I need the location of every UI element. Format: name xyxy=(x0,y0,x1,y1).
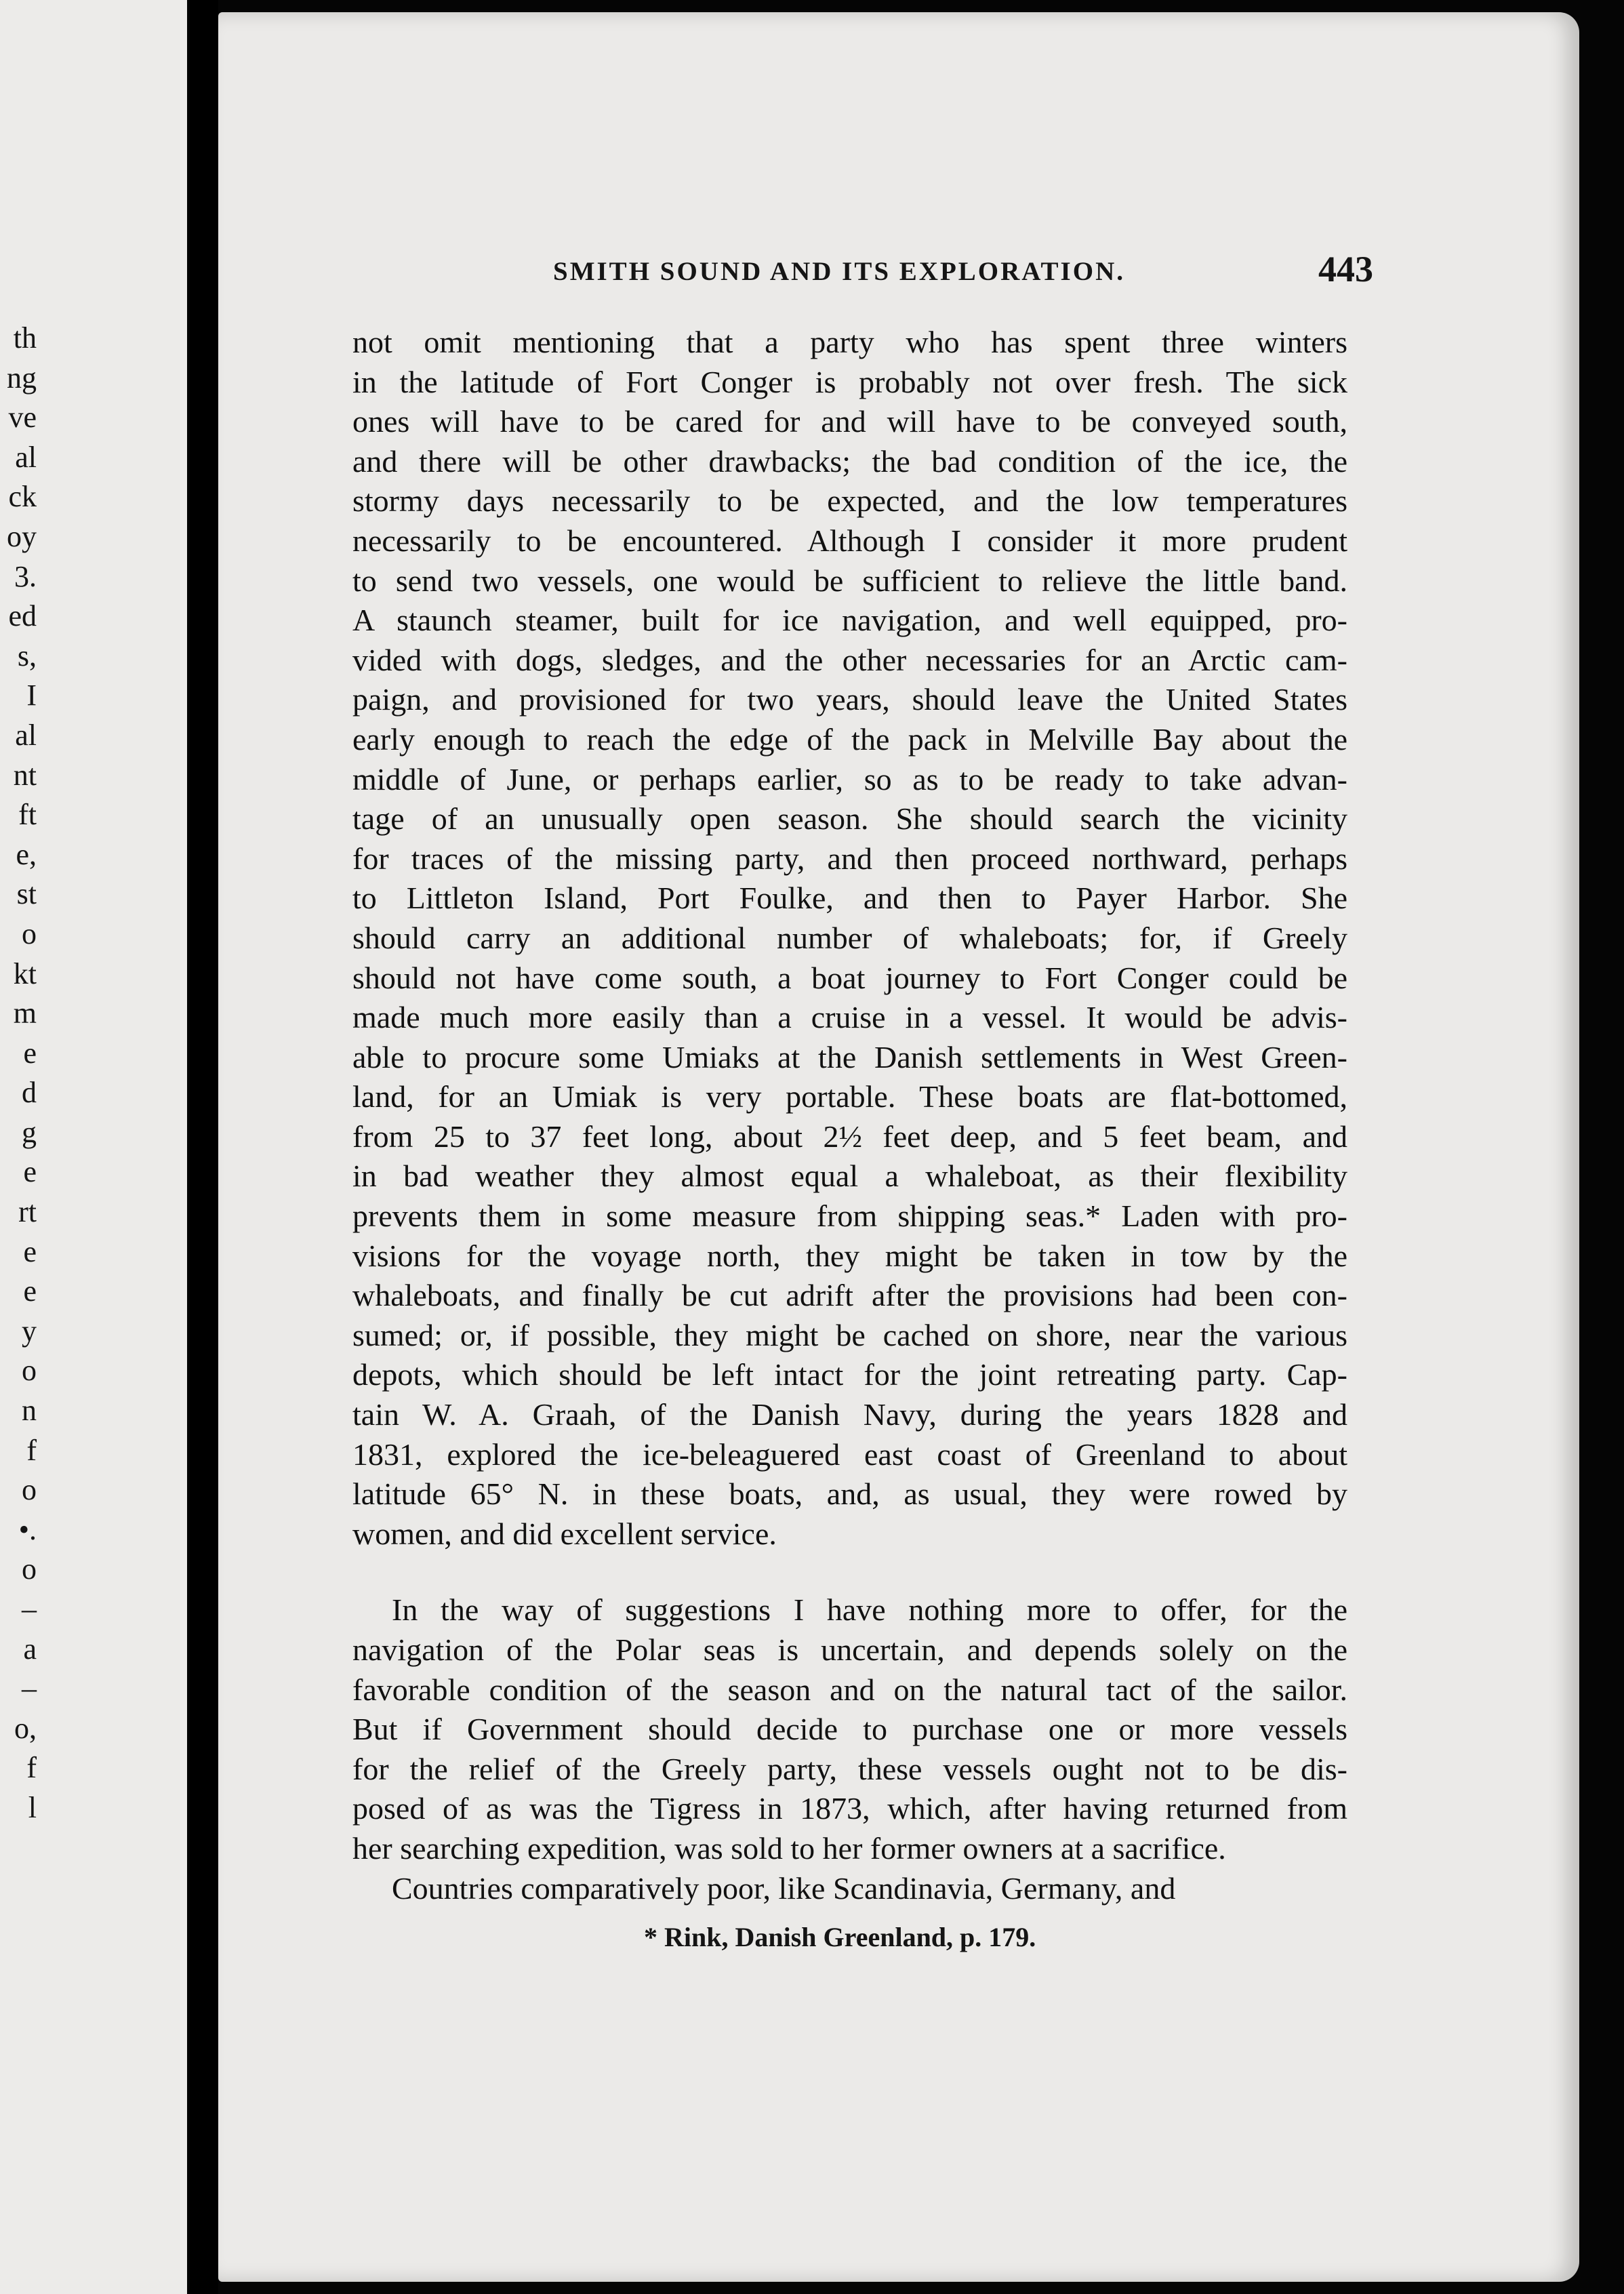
text-line: In the way of suggestions I have nothing more to offer, for the xyxy=(392,1592,1347,1628)
text-line: whaleboats, and finally be cut adrift after the provisions had been con- xyxy=(352,1278,1347,1313)
body-text xyxy=(352,323,1347,1908)
text-line: A staunch steamer, built for ice navigation, and well equipped, pro- xyxy=(352,603,1347,638)
text-line: made much more easily than a cruise in a vessel. It would be advis- xyxy=(352,1000,1347,1035)
text-line: able to procure some Umiaks at the Danish settlements in West Green- xyxy=(352,1039,1347,1074)
paragraph xyxy=(352,1590,1347,1868)
left-fragment-line: •. xyxy=(18,1512,37,1546)
text-line: in bad weather they almost equal a whaleboat, as their flexibility xyxy=(352,1159,1347,1194)
text-line: tain W. A. Graah, of the Danish Navy, during the years 1828 and xyxy=(352,1397,1347,1432)
text-line: to Littleton Island, Port Foulke, and then to Payer Harbor. She xyxy=(352,881,1347,916)
book-gutter xyxy=(187,0,218,2294)
left-fragment-line: e xyxy=(23,1155,37,1189)
left-fragment-line: ck xyxy=(8,480,37,514)
text-line: for the relief of the Greely party, these vessels ought not to be dis- xyxy=(352,1751,1347,1786)
text-line: in the latitude of Fort Conger is probably not over fresh. The sick xyxy=(352,364,1347,399)
text-line: ones will have to be cared for and will have to be conveyed south, xyxy=(352,404,1347,439)
running-head: SMITH SOUND AND ITS EXPLORATION. xyxy=(553,257,1125,286)
left-fragment-line: f xyxy=(26,1751,37,1785)
text-line: sumed; or, if possible, they might be cached on shore, near the various xyxy=(352,1317,1347,1352)
page-header xyxy=(323,245,1394,293)
text-line: tage of an unusually open season. She should search the vicinity xyxy=(352,801,1347,837)
page-number: 443 xyxy=(1318,249,1373,289)
text-line: for traces of the missing party, and then proceed northward, perhaps xyxy=(352,841,1347,876)
left-fragment-line: n xyxy=(22,1394,37,1428)
text-line: depots, which should be left intact for the joint retreating party. Cap- xyxy=(352,1357,1347,1392)
left-fragment-line: o xyxy=(22,1552,37,1586)
left-fragment-line: y xyxy=(22,1314,37,1348)
text-line: posed of as was the Tigress in 1873, which, after having returned from xyxy=(352,1791,1347,1826)
left-fragment-line: al xyxy=(15,440,37,474)
left-fragment-line: I xyxy=(26,679,37,712)
left-fragment-line: o xyxy=(22,1354,37,1388)
text-line: to send two vessels, one would be sufficient to relieve the little band. xyxy=(352,563,1347,598)
text-line: should not have come south, a boat journey to Fort Conger could be xyxy=(352,960,1347,995)
left-fragment-line: g xyxy=(22,1115,37,1149)
left-fragment-line: th xyxy=(13,321,37,355)
text-line: middle of June, or perhaps earlier, so as to be ready to take advan- xyxy=(352,761,1347,797)
left-fragment-line: – xyxy=(22,1592,37,1626)
left-fragment-line: o, xyxy=(14,1711,37,1745)
left-fragment-line: oy xyxy=(7,519,37,553)
text-line: her searching expedition, was sold to her former owners at a sacrifice. xyxy=(352,1830,1226,1866)
left-fragment-line: st xyxy=(16,877,37,911)
left-fragment-line: e xyxy=(23,1274,37,1308)
left-fragment-line: e xyxy=(23,1036,37,1070)
left-fragment-line: o xyxy=(22,1473,37,1507)
left-fragment-line: nt xyxy=(13,758,37,792)
left-fragment-line: ve xyxy=(8,401,37,435)
left-fragment-line: a xyxy=(23,1632,37,1666)
text-line: should carry an additional number of whaleboats; for, if Greely xyxy=(352,920,1347,955)
text-line: not omit mentioning that a party who has spent three winters xyxy=(352,325,1347,359)
text-line: necessarily to be encountered. Although I consider it more prudent xyxy=(352,523,1347,558)
left-fragment-line: al xyxy=(15,718,37,752)
paragraph xyxy=(352,1869,1347,1909)
text-line: But if Government should decide to purchase one or more vessels xyxy=(352,1712,1347,1747)
left-page-text-fragments xyxy=(0,319,187,1828)
text-line: paign, and provisioned for two years, should leave the United States xyxy=(352,682,1347,717)
text-line: visions for the voyage north, they might be taken in tow by the xyxy=(352,1238,1347,1273)
left-fragment-line: kt xyxy=(13,957,37,990)
left-fragment-line: d xyxy=(22,1076,37,1110)
left-fragment-line: e, xyxy=(16,837,37,871)
left-fragment-line: – xyxy=(22,1672,37,1706)
left-fragment-line: ft xyxy=(18,798,37,832)
left-facing-page xyxy=(0,0,187,2294)
text-line: from 25 to 37 feet long, about 2½ feet deep, and 5 feet beam, and xyxy=(352,1119,1347,1154)
left-fragment-line: o xyxy=(22,917,37,950)
left-fragment-line: ed xyxy=(8,599,37,633)
text-line: and there will be other drawbacks; the bad condition of the ice, the xyxy=(352,443,1347,479)
text-line: vided with dogs, sledges, and the other necessaries for an Arctic cam- xyxy=(352,642,1347,677)
text-line: early enough to reach the edge of the pack in Melville Bay about the xyxy=(352,721,1347,757)
text-line: favorable condition of the season and on the natural tact of the sailor. xyxy=(352,1672,1347,1707)
text-line: stormy days necessarily to be expected, and the low temperatures xyxy=(352,483,1347,519)
left-fragment-line: e xyxy=(23,1234,37,1268)
left-fragment-line: rt xyxy=(18,1195,37,1229)
text-line: women, and did excellent service. xyxy=(352,1516,777,1551)
left-fragment-line: l xyxy=(28,1790,37,1824)
left-fragment-line: f xyxy=(26,1433,37,1467)
text-line: land, for an Umiak is very portable. These boats are flat-bottomed, xyxy=(352,1079,1347,1114)
footnote: * Rink, Danish Greenland, p. 179. xyxy=(644,1922,1036,1952)
left-fragment-line: m xyxy=(13,997,37,1030)
text-line: navigation of the Polar seas is uncertain, and depends solely on the xyxy=(352,1632,1347,1667)
text-line: Countries comparatively poor, like Scandinavia, Germany, and xyxy=(392,1870,1176,1906)
text-line: 1831, explored the ice-beleaguered east coast of Greenland to about xyxy=(352,1436,1347,1472)
paragraph-gap xyxy=(352,1554,1347,1590)
left-fragment-line: ng xyxy=(7,361,37,395)
text-line: prevents them in some measure from shipping seas.* Laden with pro- xyxy=(352,1199,1347,1234)
paragraph xyxy=(352,323,1347,1554)
left-fragment-line: 3. xyxy=(14,559,37,593)
left-fragment-line: s, xyxy=(17,639,37,672)
text-line: latitude 65° N. in these boats, and, as usual, they were rowed by xyxy=(352,1476,1347,1512)
